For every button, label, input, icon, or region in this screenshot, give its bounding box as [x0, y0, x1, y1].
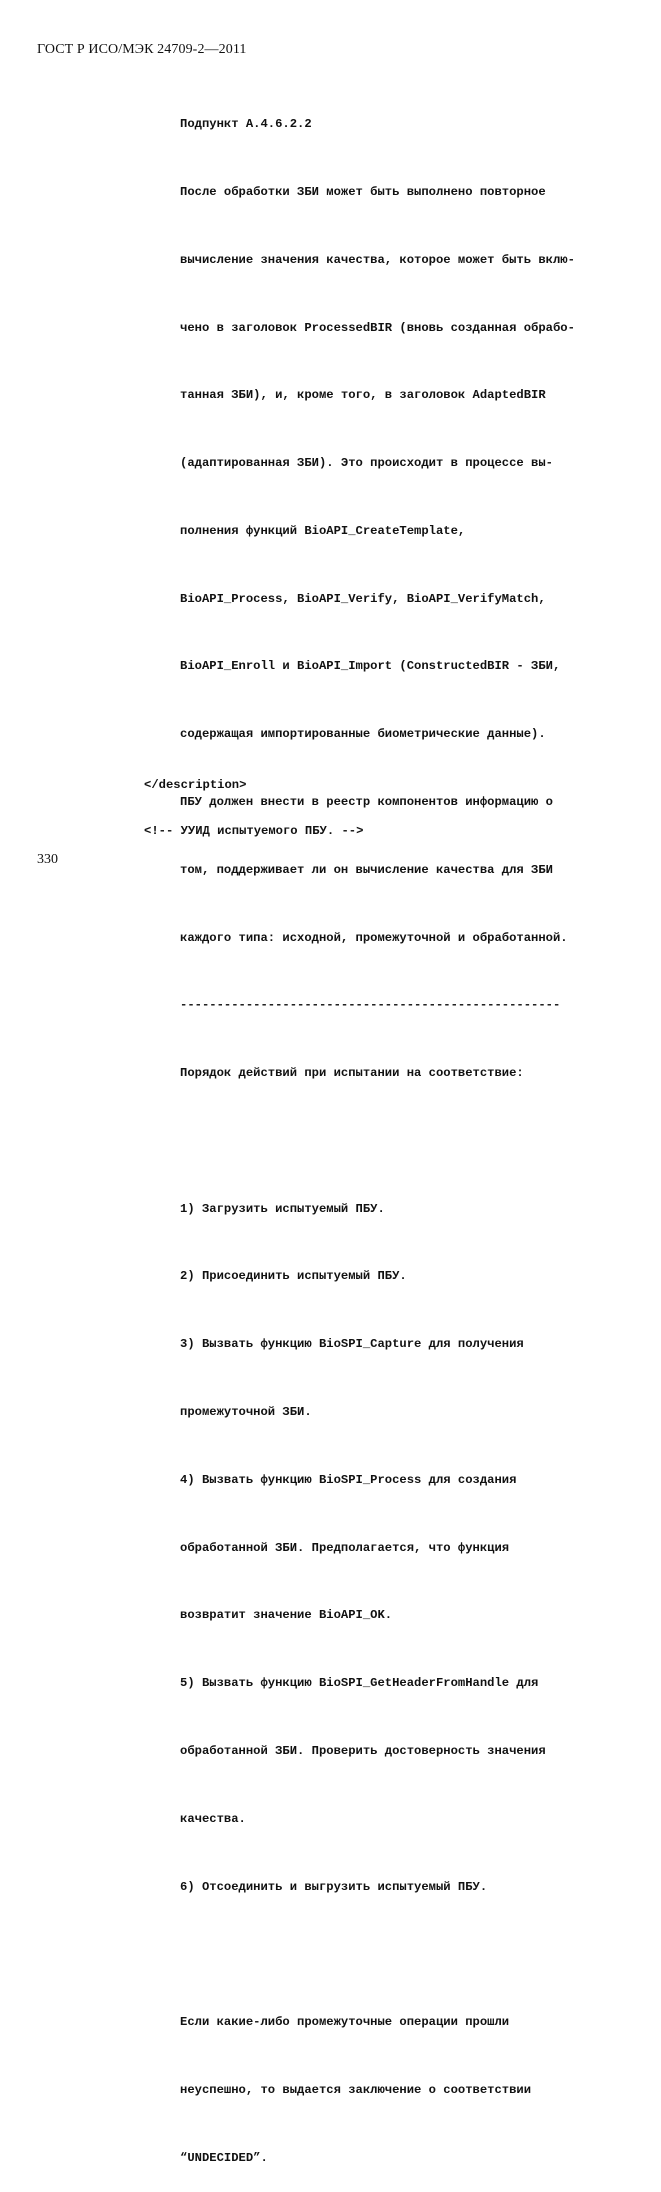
- procedure-step: 6) Отсоединить и выгрузить испытуемый ПБУ.: [180, 1879, 488, 1894]
- procedure-step: 2) Присоединить испытуемый ПБУ.: [180, 1269, 407, 1284]
- document-header: ГОСТ Р ИСО/МЭК 24709-2—2011: [37, 42, 247, 57]
- procedure-step: 1) Загрузить испытуемый ПБУ.: [180, 1201, 385, 1216]
- procedure-step: промежуточной ЗБИ.: [180, 1405, 312, 1420]
- conclusion-line: неуспешно, то выдается заключение о соответствии: [180, 2082, 532, 2097]
- subitem-line: содержащая импортированные биометрические данные).: [180, 727, 546, 742]
- procedure-step: возвратит значение BioAPI_OK.: [180, 1608, 393, 1623]
- procedure-step: 3) Вызвать функцию BioSPI_Capture для получения: [180, 1337, 524, 1352]
- description-closing-tag: </description>: [144, 778, 247, 792]
- subitem-line: том, поддерживает ли он вычисление качества для ЗБИ: [180, 862, 553, 877]
- procedure-step: 5) Вызвать функцию BioSPI_GetHeaderFromHandle для: [180, 1676, 539, 1691]
- procedure-step: обработанной ЗБИ. Предполагается, что функция: [180, 1540, 510, 1555]
- conclusion-line: “UNDECIDED”.: [180, 2150, 268, 2165]
- procedure-step: 4) Вызвать функцию BioSPI_Process для создания: [180, 1472, 517, 1487]
- blank-line: [180, 1130, 575, 1153]
- procedure-step: обработанной ЗБИ. Проверить достоверность значения: [180, 1743, 546, 1758]
- subitem-line: (адаптированная ЗБИ). Это происходит в процессе вы-: [180, 456, 553, 471]
- uuid-comment: <!-- УУИД испытуемого ПБУ. -->: [144, 824, 364, 838]
- separator-line: ----------------------------------------------------: [180, 998, 561, 1013]
- subitem-line: чено в заголовок ProcessedBIR (вновь созданная обрабо-: [180, 320, 575, 335]
- subitem-line: ПБУ должен внести в реестр компонентов информацию о: [180, 795, 553, 809]
- subitem-line: вычисление значения качества, которое может быть вклю-: [180, 252, 575, 267]
- subitem-line: каждого типа: исходной, промежуточной и обработанной.: [180, 930, 568, 945]
- blank-line: [180, 1943, 575, 1966]
- subitem-line: BioAPI_Enroll и BioAPI_Import (ConstructedBIR - ЗБИ,: [180, 659, 561, 674]
- subitem-heading: Подпункт А.4.6.2.2: [180, 117, 312, 132]
- subitem-line: танная ЗБИ), и, кроме того, в заголовок AdaptedBIR: [180, 388, 546, 403]
- subitem-text-block: [180, 68, 575, 2192]
- procedure-step: качества.: [180, 1811, 246, 1826]
- procedure-title: Порядок действий при испытании на соответствие:: [180, 1066, 524, 1081]
- subitem-line: После обработки ЗБИ может быть выполнено повторное: [180, 184, 546, 199]
- conclusion-line: Если какие-либо промежуточные операции прошли: [180, 2015, 510, 2030]
- page-number: 330: [37, 852, 58, 867]
- subitem-line: полнения функций BioAPI_CreateTemplate,: [180, 523, 466, 538]
- subitem-line: BioAPI_Process, BioAPI_Verify, BioAPI_VerifyMatch,: [180, 591, 546, 606]
